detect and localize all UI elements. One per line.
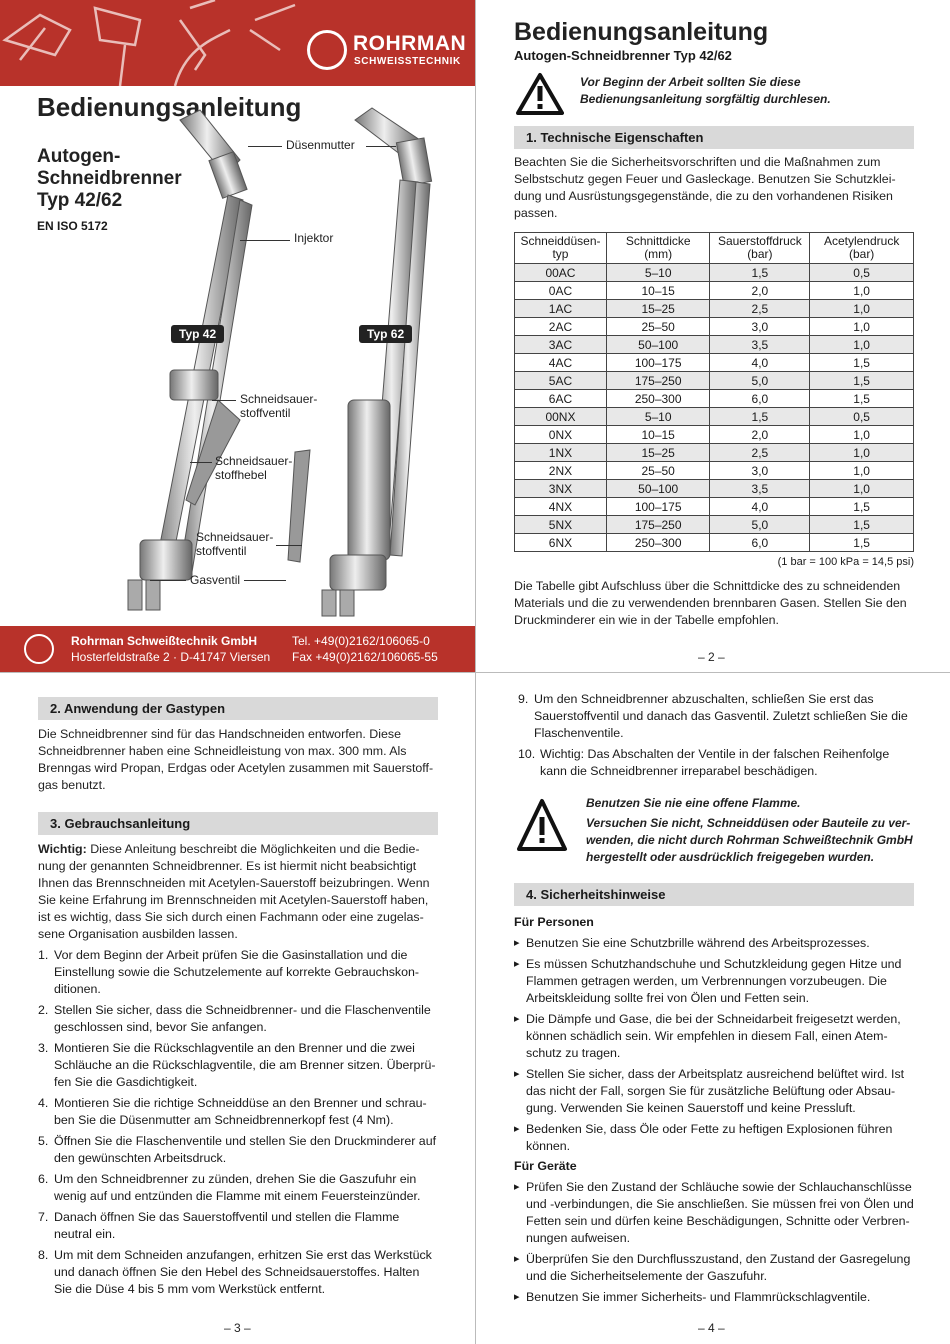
table-cell: 0,5 xyxy=(810,264,914,282)
table-cell: 3,0 xyxy=(710,318,810,336)
table-cell: 4,0 xyxy=(710,498,810,516)
steps-list xyxy=(38,947,438,1302)
table-cell: 175–250 xyxy=(606,516,709,534)
tag-typ42: Typ 42 xyxy=(171,325,224,343)
list-item xyxy=(38,1002,438,1036)
list-geraete xyxy=(514,1179,914,1306)
table-cell: 50–100 xyxy=(606,480,709,498)
table-row xyxy=(515,336,914,354)
list-item xyxy=(38,1209,438,1243)
section-header-1: 1. Technische Eigenschaften xyxy=(514,126,914,149)
page2-subtitle: Autogen-Schneidbrenner Typ 42/62 xyxy=(514,48,732,63)
table-cell: 6AC xyxy=(515,390,607,408)
table-cell: 6NX xyxy=(515,534,607,552)
safety-content xyxy=(514,911,914,1310)
table-cell: 15–25 xyxy=(606,444,709,462)
table-header-cell: Schneiddüsen- typ xyxy=(515,233,607,264)
footer-logo-icon xyxy=(24,634,54,664)
page3-para-gastypen: Die Schneidbrenner sind für das Handschneiden entworfen. Diese Schneidbrenner haben eine Schneidleistung von max. 300 mm. Als Brenngas wird Propan, Erdgas oder Acetylen zusammen mit Sauerstoff-gas benutzt. xyxy=(38,727,434,792)
table-cell: 3AC xyxy=(515,336,607,354)
table-cell: 1,5 xyxy=(810,354,914,372)
list-item: ▸ Bedenken Sie, dass Öle oder Fette zu heftigen Explosionen führen können. xyxy=(514,1121,914,1155)
callout-text: stoffhebel xyxy=(215,468,267,482)
logo-mark-icon xyxy=(307,30,347,70)
list-item xyxy=(38,1171,438,1205)
table-header-cell: Acetylendruck (bar) xyxy=(810,233,914,264)
brand-logo xyxy=(307,30,467,72)
callout-line xyxy=(212,400,236,401)
step-number: 3. xyxy=(38,1041,49,1055)
wichtig-label: Wichtig: xyxy=(38,842,87,856)
step-text: Um mit dem Schneiden anzufangen, erhitzen Sie erst das Werkstück und danach öffnen Sie den Hebel des Schneidsauerstoffes. Halten Sie die Düse 4 bis 5 mm vom Werkstück entfernt. xyxy=(54,1248,432,1296)
callout-line xyxy=(150,580,186,581)
table-cell: 1,0 xyxy=(810,462,914,480)
table-cell: 5,0 xyxy=(710,516,810,534)
list-item xyxy=(518,691,918,742)
list-item xyxy=(38,1040,438,1091)
list-personen xyxy=(514,935,914,1155)
warning-read-manual xyxy=(516,72,564,121)
page-3 xyxy=(0,673,475,1344)
table-cell: 250–300 xyxy=(606,390,709,408)
table-cell: 50–100 xyxy=(606,336,709,354)
warning-line: Benutzen Sie nie eine offene Flamme. xyxy=(586,796,801,810)
table-cell: 1,5 xyxy=(810,390,914,408)
table-cell: 1,5 xyxy=(810,372,914,390)
table-cell: 1,0 xyxy=(810,318,914,336)
list-item xyxy=(38,947,438,998)
step-text: Um den Schneidbrenner abzuschalten, schließen Sie erst das Sauerstoffventil und danach das Gasventil. Zuletzt schließen Sie die Flaschenventile. xyxy=(534,692,908,740)
step-text: Vor dem Beginn der Arbeit prüfen Sie die Gasinstallation und die Einstellung sowie die Schutzelemente auf korrekte Gebrauchskon-ditionen. xyxy=(54,948,420,996)
page-4 xyxy=(476,673,950,1344)
warning-flame xyxy=(516,797,568,858)
step-text: Danach öffnen Sie das Sauerstoffventil und stellen die Flamme neutral ein. xyxy=(54,1210,400,1241)
table-cell: 1,0 xyxy=(810,336,914,354)
table-cell: 3,5 xyxy=(710,480,810,498)
page-number: – 3 – xyxy=(224,1321,251,1335)
table-cell: 15–25 xyxy=(606,300,709,318)
warning-line: Versuchen Sie nicht, Schneiddüsen oder Bauteile zu ver-wenden, die nicht durch Rohrman Schweißtechnik GmbH hergestellt oder ausdrücklich freigegeben wurden. xyxy=(586,816,913,864)
callout-text: Schneidsauer- xyxy=(215,454,293,468)
table-cell: 5–10 xyxy=(606,264,709,282)
page-2 xyxy=(476,0,950,672)
norm-label: EN ISO 5172 xyxy=(37,219,108,233)
table-cell: 4NX xyxy=(515,498,607,516)
table-cell: 1,5 xyxy=(710,408,810,426)
callout-text: stoffventil xyxy=(240,406,291,420)
page2-outro: Die Tabelle gibt Aufschluss über die Schnittdicke des zu schneidenden Materials und die zu verwendenden brennbaren Gasen. Stellen Sie den Druckminderer ein wie in der Tabelle empfohlen. xyxy=(514,579,907,627)
list-item: ▸ Prüfen Sie den Zustand der Schläuche sowie der Schlauchanschlüsse und -verbindungen, die Sie anschließen. Sie müssen frei von Ölen und Fetten sein und dürfen keine Beschädigungen, Schnitte oder Verbren-nungen aufweisen. xyxy=(514,1179,914,1247)
table-row xyxy=(515,426,914,444)
table-cell: 5–10 xyxy=(606,408,709,426)
footer-fax: Fax +49(0)2162/106065-55 xyxy=(292,650,438,664)
warning-triangle-icon xyxy=(516,797,568,853)
table-cell: 1NX xyxy=(515,444,607,462)
table-cell: 250–300 xyxy=(606,534,709,552)
warning-triangle-icon xyxy=(516,72,564,116)
table-cell: 4,0 xyxy=(710,354,810,372)
table-row xyxy=(515,354,914,372)
table-cell: 1,5 xyxy=(810,498,914,516)
table-cell: 0,5 xyxy=(810,408,914,426)
step-number: 9. xyxy=(518,692,529,706)
table-header-cell: Schnittdicke (mm) xyxy=(606,233,709,264)
table-cell: 1,0 xyxy=(810,300,914,318)
footer-address: Hosterfeldstraße 2 · D-41747 Viersen xyxy=(71,650,271,664)
table-cell: 1,0 xyxy=(810,480,914,498)
table-cell: 6,0 xyxy=(710,390,810,408)
table-cell: 5,0 xyxy=(710,372,810,390)
page-number: – 4 – xyxy=(698,1321,725,1335)
table-note: (1 bar = 100 kPa = 14,5 psi) xyxy=(777,556,914,568)
table-cell: 2,0 xyxy=(710,426,810,444)
page2-title: Bedienungsanleitung xyxy=(514,18,769,46)
table-cell: 3,0 xyxy=(710,462,810,480)
table-row xyxy=(515,264,914,282)
step-text: Um den Schneidbrenner zu zünden, drehen Sie die Gaszufuhr ein wenig auf und entzünden die Flamme mit einem Feuersteinzünder. xyxy=(54,1172,421,1203)
table-cell: 3NX xyxy=(515,480,607,498)
table-row xyxy=(515,318,914,336)
footer-tel: Tel. +49(0)2162/106065-0 xyxy=(292,634,430,648)
step-number: 7. xyxy=(38,1210,49,1224)
step-number: 4. xyxy=(38,1096,49,1110)
callout-line xyxy=(276,545,302,546)
list-item xyxy=(38,1133,438,1167)
logo-subtitle: SCHWEISSTECHNIK xyxy=(354,56,461,67)
table-cell: 2,0 xyxy=(710,282,810,300)
table-cell: 2AC xyxy=(515,318,607,336)
step-number: 6. xyxy=(38,1172,49,1186)
cover-subtitle-line: Autogen- xyxy=(37,146,121,167)
page3-wichtig xyxy=(38,841,438,943)
step-text: Wichtig: Das Abschalten der Ventile in der falschen Reihenfolge kann die Schneidbrenner irreparabel beschädigen. xyxy=(540,747,890,778)
callout-gasventil: Gasventil xyxy=(190,573,241,587)
list-item xyxy=(38,1095,438,1129)
table-cell: 6,0 xyxy=(710,534,810,552)
footer-company: Rohrman Schweißtechnik GmbH xyxy=(71,634,258,648)
table-cell: 5AC xyxy=(515,372,607,390)
table-cell: 10–15 xyxy=(606,426,709,444)
section-header-4: 4. Sicherheitshinweise xyxy=(514,883,914,906)
step-text: Stellen Sie sicher, dass die Schneidbrenner- und die Flaschenventile geschlossen sind, bevor Sie anfangen. xyxy=(54,1003,431,1034)
warning-flame-text xyxy=(586,795,916,866)
wichtig-text: Diese Anleitung beschreibt die Möglichkeiten und die Bedie-nung der genannten Schneidbrenner. Es ist hiermit nicht beabsichtigt Ihnen das Brennschneiden mit Acetylen-Sauerstoff beizubringen. Wenn Sie keine Erfahrung im Brennschneiden mit Acetylen-Sauerstoff haben, ist es wichtig, dass Sie sich durch einen Fachmann oder eine zugelas-sene Organisation ausbilden lassen. xyxy=(38,842,430,941)
list-item xyxy=(38,1247,438,1298)
warning-line: Vor Beginn der Arbeit sollten Sie diese xyxy=(580,75,801,89)
step-number: 5. xyxy=(38,1134,49,1148)
step-text: Montieren Sie die richtige Schneiddüse an den Brenner und schrau-ben Sie die Düsenmutter am Schneidbrennerkopf fest (4 Nm). xyxy=(54,1096,427,1127)
table-cell: 25–50 xyxy=(606,462,709,480)
logo-name: ROHRMAN xyxy=(353,32,467,55)
table-cell: 00NX xyxy=(515,408,607,426)
steps-list-continued xyxy=(518,691,918,784)
subhead-geraete: Für Geräte xyxy=(514,1159,577,1173)
page2-intro: Beachten Sie die Sicherheitsvorschriften und die Maßnahmen zum Selbstschutz gegen Feuer und Gasleckage. Benutzen Sie Schutzklei-dung und Ausrüstungsgegenstände, die zu den vorhandenen Risiken passen. xyxy=(514,155,896,220)
table-cell: 1,5 xyxy=(810,516,914,534)
table-row xyxy=(515,480,914,498)
step-number: 2. xyxy=(38,1003,49,1017)
table-cell: 1,0 xyxy=(810,426,914,444)
table-cell: 5NX xyxy=(515,516,607,534)
step-text: Öffnen Sie die Flaschenventile und stellen Sie den Druckminderer auf den gewünschten Arbeitsdruck. xyxy=(54,1134,437,1165)
spec-table xyxy=(514,232,914,552)
warning-line: Bedienungsanleitung sorgfältig durchlesen. xyxy=(580,92,831,106)
table-cell: 1,0 xyxy=(810,444,914,462)
table-cell: 0AC xyxy=(515,282,607,300)
subhead-personen: Für Personen xyxy=(514,915,594,929)
tool-illustrations-icon xyxy=(0,0,300,86)
list-item: ▸ Benutzen Sie immer Sicherheits- und Flammrückschlagventile. xyxy=(514,1289,914,1306)
table-row xyxy=(515,300,914,318)
callout-line xyxy=(244,580,286,581)
warning-text xyxy=(580,74,831,108)
table-cell: 2NX xyxy=(515,462,607,480)
page-cover xyxy=(0,0,475,672)
section-header-2: 2. Anwendung der Gastypen xyxy=(38,697,438,720)
torch-typ62 xyxy=(288,108,432,616)
list-item: ▸ Stellen Sie sicher, dass der Arbeitsplatz ausreichend belüftet wird. Ist das nicht der Fall, sorgen Sie für zusätzliche Belüftung oder Absau-gung. Verwenden Sie keinen Sauerstoff und keine Pressluft. xyxy=(514,1066,914,1117)
callout-schneidsauerstoffhebel xyxy=(215,454,292,482)
list-item: ▸ Es müssen Schutzhandschuhe und Schutzkleidung gegen Hitze und Flammen getragen werden, um Verbrennungen vorzubeugen. Die Arbeitskleidung sollte frei von Ölen und Fetten sein. xyxy=(514,956,914,1007)
step-number: 10. xyxy=(518,747,536,761)
callout-text: Schneidsauer- xyxy=(240,392,318,406)
table-row xyxy=(515,534,914,552)
list-item: ▸ Überprüfen Sie den Durchflusszustand, den Zustand der Gasregelung und die Sicherheitselemente der Gaszufuhr. xyxy=(514,1251,914,1285)
torch-illustration-icon xyxy=(100,100,460,620)
list-item: ▸ Die Dämpfe und Gase, die bei der Schneidarbeit freigesetzt werden, können schädlich sein. Wir empfehlen in diesem Fall, einen Atem-schutz zu tragen. xyxy=(514,1011,914,1062)
step-number: 8. xyxy=(38,1248,49,1262)
section-header-3: 3. Gebrauchsanleitung xyxy=(38,812,438,835)
table-cell: 175–250 xyxy=(606,372,709,390)
table-body xyxy=(515,264,914,552)
table-row xyxy=(515,372,914,390)
table-header-row xyxy=(515,233,914,264)
callout-line xyxy=(248,146,282,147)
callout-schneidsauerstoffventil-top xyxy=(240,392,317,420)
table-cell: 10–15 xyxy=(606,282,709,300)
list-item xyxy=(518,746,918,780)
callout-text: Schneidsauer- xyxy=(196,530,274,544)
table-cell: 100–175 xyxy=(606,354,709,372)
table-row xyxy=(515,498,914,516)
callout-duesenmutter: Düsenmutter xyxy=(286,138,355,152)
callout-text: stoffventil xyxy=(196,544,247,558)
table-cell: 1,0 xyxy=(810,282,914,300)
cover-banner xyxy=(0,0,475,86)
cover-footer xyxy=(0,626,475,672)
tag-typ62: Typ 62 xyxy=(359,325,412,343)
table-cell: 4AC xyxy=(515,354,607,372)
callout-line xyxy=(240,240,290,241)
table-cell: 1,5 xyxy=(710,264,810,282)
callout-line xyxy=(190,462,212,463)
table-cell: 2,5 xyxy=(710,300,810,318)
table-row xyxy=(515,390,914,408)
callout-schneidsauerstoffventil-bottom xyxy=(196,530,273,558)
table-header-cell: Sauerstoffdruck (bar) xyxy=(710,233,810,264)
table-row xyxy=(515,462,914,480)
callout-line xyxy=(366,146,396,147)
table-row xyxy=(515,516,914,534)
table-cell: 1,5 xyxy=(810,534,914,552)
list-item: ▸ Benutzen Sie eine Schutzbrille während des Arbeitsprozesses. xyxy=(514,935,914,952)
table-cell: 00AC xyxy=(515,264,607,282)
table-row xyxy=(515,408,914,426)
table-cell: 0NX xyxy=(515,426,607,444)
cover-title: Bedienungsanleitung xyxy=(37,92,302,122)
step-number: 1. xyxy=(38,948,49,962)
table-row xyxy=(515,282,914,300)
table-cell: 3,5 xyxy=(710,336,810,354)
cover-subtitle-line: Schneidbrenner xyxy=(37,168,182,189)
table-cell: 100–175 xyxy=(606,498,709,516)
callout-injektor: Injektor xyxy=(294,231,334,245)
table-row xyxy=(515,444,914,462)
page-number: – 2 – xyxy=(698,650,725,664)
table-cell: 2,5 xyxy=(710,444,810,462)
table-cell: 25–50 xyxy=(606,318,709,336)
cover-subtitle-line: Typ 42/62 xyxy=(37,190,123,211)
step-text: Montieren Sie die Rückschlagventile an den Brenner und die zwei Schläuche an die Rückschlagventile, die am Brenner sitzen. Überprü-fen Sie die Gasdichtigkeit. xyxy=(54,1041,436,1089)
table-cell: 1AC xyxy=(515,300,607,318)
